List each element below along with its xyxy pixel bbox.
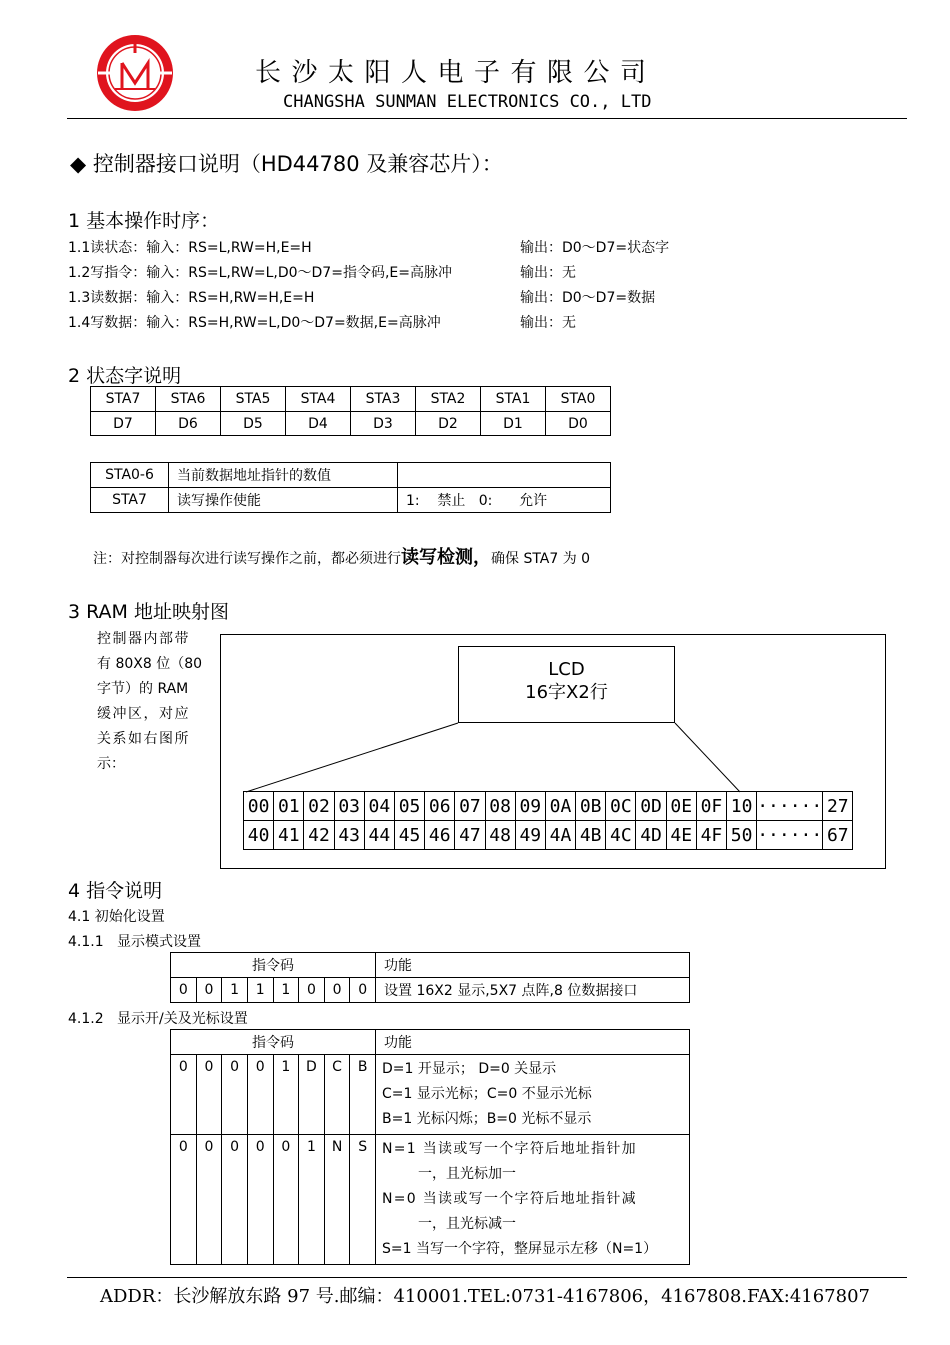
instruction-bit: 0 <box>196 978 222 1003</box>
instruction-code-header: 指令码 <box>171 1030 376 1055</box>
instruction-bit: 0 <box>350 978 376 1003</box>
ram-address-cell: 09 <box>515 792 545 821</box>
instruction-bit: 1 <box>222 978 248 1003</box>
ram-address-cell: 27 <box>823 792 853 821</box>
sta-cell: STA7 <box>91 387 156 412</box>
instruction-bit: 0 <box>299 978 325 1003</box>
ram-address-cell: 10 <box>727 792 757 821</box>
function-line: C=1 显示光标；C=0 不显示光标 <box>382 1086 592 1102</box>
ram-address-cell: 0B <box>576 792 606 821</box>
bit-cell: D2 <box>416 412 481 436</box>
subsection-heading: 4.1 初始化设置 <box>68 909 165 925</box>
timing-row-right: 输出：无 <box>520 315 576 331</box>
function-line: B=1 光标闪烁；B=0 光标不显示 <box>382 1111 592 1127</box>
instruction-bit: 1 <box>299 1135 325 1265</box>
bit-cell: D1 <box>481 412 546 436</box>
instruction-bit: B <box>350 1055 376 1135</box>
sta-cell: STA2 <box>416 387 481 412</box>
footer-divider <box>67 1277 907 1278</box>
ram-address-cell: 0D <box>636 792 666 821</box>
section1-heading: 1 基本操作时序： <box>68 210 220 232</box>
instruction-bit: 0 <box>171 1135 197 1265</box>
function-header: 功能 <box>376 1030 690 1055</box>
instruction-bit: C <box>324 1055 350 1135</box>
sta-cell: STA4 <box>286 387 351 412</box>
ram-address-cell: 4F <box>696 821 726 850</box>
sta-cell: STA1 <box>481 387 546 412</box>
ram-address-cell: 4E <box>666 821 696 850</box>
ram-address-cell: 05 <box>394 792 424 821</box>
ram-desc-line: 缓冲区，对应 <box>97 706 190 722</box>
status-name: STA0-6 <box>91 463 169 488</box>
ram-address-cell: 49 <box>515 821 545 850</box>
instruction-bit: N <box>324 1135 350 1265</box>
lcd-label: LCD <box>548 659 585 680</box>
ram-address-cell: ······ <box>757 821 823 850</box>
instruction-bit: 0 <box>222 1135 248 1265</box>
page-title: ◆ 控制器接口说明（HD44780 及兼容芯片）： <box>70 152 503 176</box>
instruction-bit: 0 <box>196 1135 222 1265</box>
ram-address-cell: 4A <box>545 821 575 850</box>
instruction-bit: 0 <box>196 1055 222 1135</box>
timing-row-left: 1.1读状态：输入：RS=L,RW=H,E=H <box>68 240 312 256</box>
timing-row-right: 输出：D0～D7=状态字 <box>520 240 670 256</box>
ram-address-cell: 4C <box>606 821 636 850</box>
instruction-bit: 0 <box>247 1055 273 1135</box>
instruction-bit: 0 <box>171 978 197 1003</box>
ram-address-cell: 50 <box>727 821 757 850</box>
ram-address-cell: 42 <box>304 821 334 850</box>
ram-address-cell: 43 <box>334 821 364 850</box>
instruction-code-header: 指令码 <box>171 953 376 978</box>
ram-address-cell: 0F <box>696 792 726 821</box>
section2-heading: 2 状态字说明 <box>68 365 182 387</box>
ram-address-cell: ······ <box>757 792 823 821</box>
sta-cell: STA0 <box>546 387 611 412</box>
ram-desc-line: 字节）的 RAM <box>97 681 189 697</box>
ram-address-cell: 0C <box>606 792 636 821</box>
function-desc <box>376 1055 690 1135</box>
ram-address-cell: 45 <box>394 821 424 850</box>
ram-address-cell: 47 <box>455 821 485 850</box>
status-desc: 读写操作使能 <box>169 488 398 513</box>
timing-row-right: 输出：D0～D7=数据 <box>520 290 656 306</box>
ram-address-cell: 0A <box>545 792 575 821</box>
ram-address-cell: 00 <box>244 792 274 821</box>
function-desc <box>376 1135 690 1265</box>
timing-row-left: 1.2写指令：输入：RS=L,RW=L,D0～D7=指令码,E=高脉冲 <box>68 265 452 281</box>
ram-address-cell: 41 <box>274 821 304 850</box>
ram-address-cell: 48 <box>485 821 515 850</box>
bit-cell: D4 <box>286 412 351 436</box>
ram-address-cell: 67 <box>823 821 853 850</box>
ram-address-cell: 40 <box>244 821 274 850</box>
ram-desc-line: 关系如右图所 <box>97 731 190 747</box>
instruction-bit: D <box>299 1055 325 1135</box>
instruction-bit: 1 <box>273 1055 299 1135</box>
bit-cell: D5 <box>221 412 286 436</box>
instruction-bit: 1 <box>247 978 273 1003</box>
status-desc: 当前数据地址指针的数值 <box>169 463 398 488</box>
ram-desc-line: 有 80X8 位（80 <box>97 656 203 672</box>
note-emphasis: 读写检测， <box>401 547 491 568</box>
ram-address-cell: 03 <box>334 792 364 821</box>
display-onoff-table <box>170 1029 690 1265</box>
ram-address-table <box>243 791 853 850</box>
ram-row <box>244 792 853 821</box>
instruction-bit: 0 <box>273 1135 299 1265</box>
note-suffix: 确保 STA7 为 0 <box>491 551 591 567</box>
section4-heading: 4 指令说明 <box>68 880 163 902</box>
ram-address-cell: 44 <box>364 821 394 850</box>
ram-address-cell: 4B <box>576 821 606 850</box>
section3-heading: 3 RAM 地址映射图 <box>68 601 229 623</box>
timing-row-left: 1.3读数据：输入：RS=H,RW=H,E=H <box>68 290 315 306</box>
timing-row-right: 输出：无 <box>520 265 576 281</box>
display-mode-table <box>170 952 690 1003</box>
ram-address-cell: 06 <box>425 792 455 821</box>
subsection-heading: 4.1.2 显示开/关及光标设置 <box>68 1011 248 1027</box>
sta-cell: STA6 <box>156 387 221 412</box>
footer-address: ADDR：长沙解放东路 97 号.邮编：410001.TEL:0731-4167806，4167808.FAX:4167807 <box>100 1286 870 1307</box>
bit-cell: D0 <box>546 412 611 436</box>
company-name-en: CHANGSHA SUNMAN ELECTRONICS CO., LTD <box>283 92 652 112</box>
function-line: N=0 当读或写一个字符后地址指针减 <box>382 1191 637 1207</box>
ram-row <box>244 821 853 850</box>
sta-cell: STA5 <box>221 387 286 412</box>
status-value: 1: 禁止 0: 允许 <box>398 488 611 513</box>
ram-address-cell: 46 <box>425 821 455 850</box>
ram-address-cell: 0E <box>666 792 696 821</box>
status-name: STA7 <box>91 488 169 513</box>
instruction-bit: 0 <box>324 978 350 1003</box>
ram-address-cell: 07 <box>455 792 485 821</box>
instruction-bit: S <box>350 1135 376 1265</box>
ram-desc-line: 控制器内部带 <box>97 631 190 647</box>
sta-cell: STA3 <box>351 387 416 412</box>
bit-cell: D3 <box>351 412 416 436</box>
function-line: 一，且光标减一 <box>418 1216 516 1232</box>
function-line: N=1 当读或写一个字符后地址指针加 <box>382 1141 637 1157</box>
instruction-bit: 0 <box>247 1135 273 1265</box>
ram-address-cell: 4D <box>636 821 666 850</box>
bit-cell: D7 <box>91 412 156 436</box>
function-desc: 设置 16X2 显示,5X7 点阵,8 位数据接口 <box>376 978 690 1003</box>
function-line: 一，且光标加一 <box>418 1166 516 1182</box>
ram-desc-line: 示： <box>97 756 125 772</box>
function-header: 功能 <box>376 953 690 978</box>
subsection-heading: 4.1.1 显示模式设置 <box>68 934 201 950</box>
ram-address-cell: 08 <box>485 792 515 821</box>
note-prefix: 注：对控制器每次进行读写操作之前，都必须进行 <box>93 551 401 567</box>
ram-address-cell: 02 <box>304 792 334 821</box>
instruction-bit: 0 <box>222 1055 248 1135</box>
lcd-size: 16字X2行 <box>525 682 608 703</box>
function-line: S=1 当写一个字符，整屏显示左移（N=1） <box>382 1241 658 1257</box>
ram-address-cell: 01 <box>274 792 304 821</box>
function-line: D=1 开显示； D=0 关显示 <box>382 1061 557 1077</box>
timing-row-left: 1.4写数据：输入：RS=H,RW=L,D0～D7=数据,E=高脉冲 <box>68 315 441 331</box>
ram-address-cell: 04 <box>364 792 394 821</box>
instruction-bit: 0 <box>171 1055 197 1135</box>
instruction-bit: 1 <box>273 978 299 1003</box>
bit-cell: D6 <box>156 412 221 436</box>
company-name-cn: 长沙太阳人电子有限公司 <box>255 58 657 88</box>
